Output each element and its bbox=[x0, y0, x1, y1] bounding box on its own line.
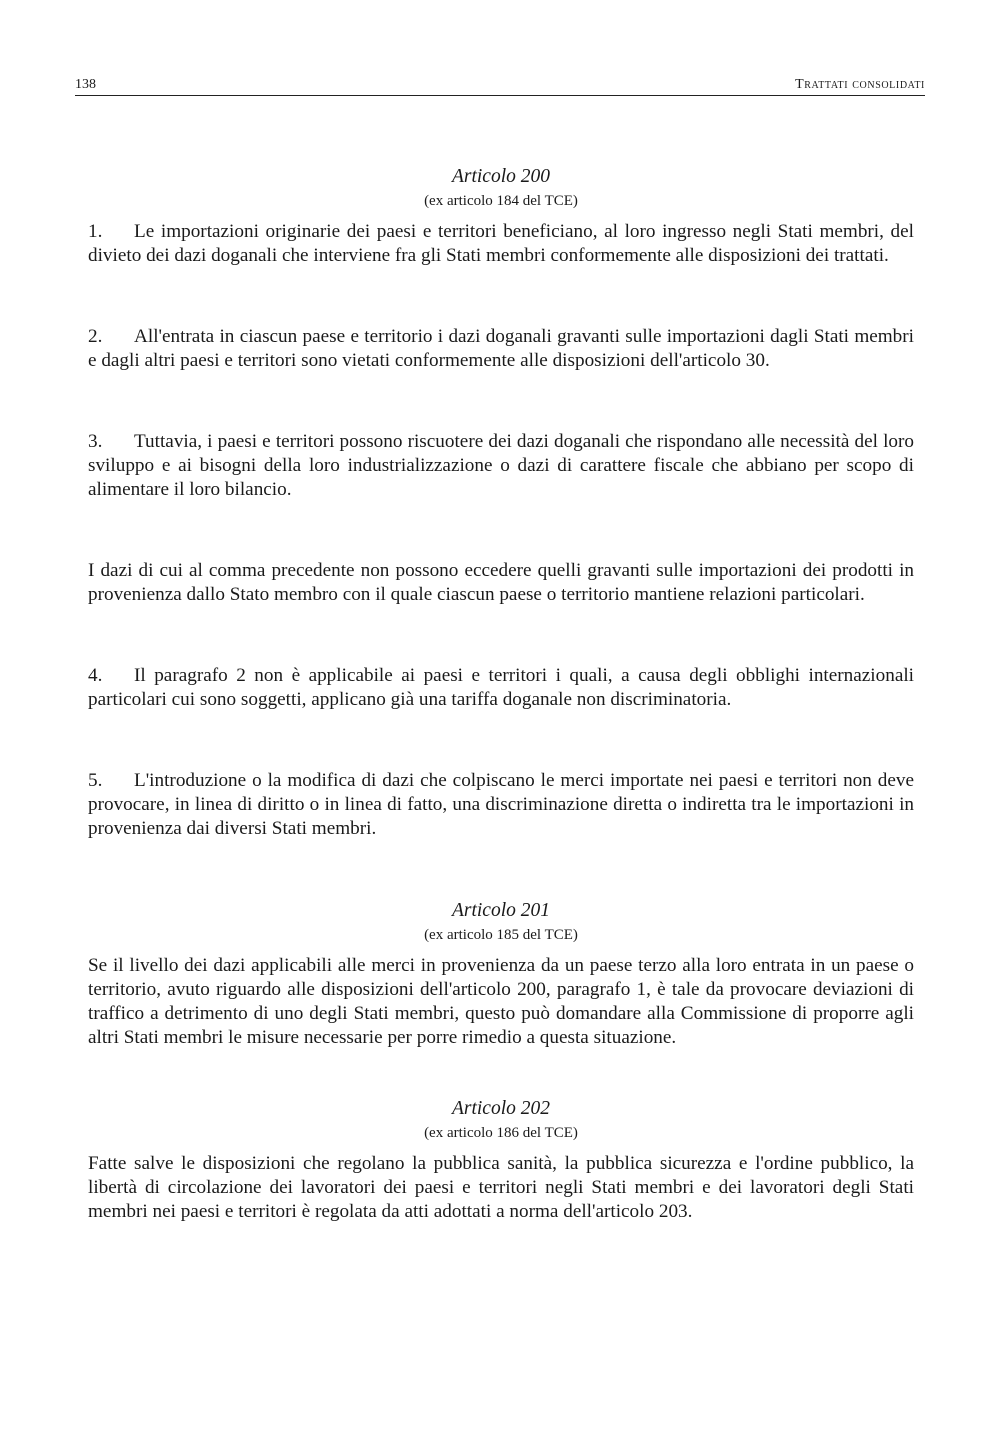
paragraph-text: Fatte salve le disposizioni che regolano la pubblica sanità, la pubblica sicurezza e l'ordine pubblico, la libertà di circolazione dei lavoratori dei paesi e territori negli Stati membri e dei lavoratori degli Stati membri nei paesi e territori è regolata da atti adottati a norma dell'articolo 203. bbox=[88, 1153, 914, 1222]
paragraph-number: 1. bbox=[88, 221, 103, 242]
paragraph-number: 3. bbox=[88, 431, 103, 452]
paragraph-3-subparagraph bbox=[88, 559, 914, 607]
article-title: Articolo 200 bbox=[451, 166, 551, 187]
article-201 bbox=[88, 899, 914, 1050]
paragraph-number: 5. bbox=[88, 770, 103, 791]
article-subtitle: (ex articolo 184 del TCE) bbox=[424, 193, 578, 209]
article-title: Articolo 201 bbox=[451, 900, 551, 921]
paragraph-text: Tuttavia, i paesi e territori possono riscuotere dei dazi doganali che rispondano alle necessità del loro sviluppo e ai bisogni della loro industrializzazione o dazi di carattere fiscale che abbiano per scopo di alimentare il loro bilancio. bbox=[88, 431, 914, 500]
paragraph-text: Le importazioni originarie dei paesi e territori beneficiano, al loro ingresso negli Stati membri, del divieto dei dazi doganali che interviene fra gli Stati membri conformemente alle disposizioni dei trattati. bbox=[88, 221, 914, 266]
paragraph bbox=[88, 954, 914, 1050]
paragraph-2 bbox=[88, 325, 914, 373]
article-subtitle: (ex articolo 185 del TCE) bbox=[424, 927, 578, 943]
paragraph-5 bbox=[88, 769, 914, 841]
paragraph-1 bbox=[88, 220, 914, 268]
paragraph-number: 4. bbox=[88, 665, 103, 686]
paragraph-text: Il paragrafo 2 non è applicabile ai paesi e territori i quali, a causa degli obblighi internazionali particolari cui sono soggetti, applicano già una tariffa doganale non discriminatoria. bbox=[88, 665, 914, 710]
paragraph-4 bbox=[88, 664, 914, 712]
article-subtitle: (ex articolo 186 del TCE) bbox=[424, 1125, 578, 1141]
paragraph-text: L'introduzione o la modifica di dazi che colpiscano le merci importate nei paesi e territori non deve provocare, in linea di diritto o in linea di fatto, una discriminazione diretta o indiretta tra le importazioni in provenienza dai diversi Stati membri. bbox=[88, 770, 914, 839]
page-number: 138 bbox=[75, 77, 96, 92]
paragraph bbox=[88, 1152, 914, 1224]
paragraph-text: All'entrata in ciascun paese e territorio i dazi doganali gravanti sulle importazioni dagli Stati membri e dagli altri paesi e territori sono vietati conformemente alle disposizioni dell'articolo 30. bbox=[88, 326, 914, 371]
article-202 bbox=[88, 1097, 914, 1224]
paragraph-3 bbox=[88, 430, 914, 502]
article-title: Articolo 202 bbox=[451, 1098, 551, 1119]
running-title: Trattati consolidati bbox=[795, 77, 925, 92]
running-header bbox=[75, 75, 925, 96]
article-200 bbox=[88, 165, 914, 841]
page-content bbox=[88, 165, 914, 1224]
paragraph-number: 2. bbox=[88, 326, 103, 347]
paragraph-text: I dazi di cui al comma precedente non possono eccedere quelli gravanti sulle importazioni dei prodotti in provenienza dallo Stato membro con il quale ciascun paese o territorio mantiene relazioni particolari. bbox=[88, 560, 914, 605]
paragraph-text: Se il livello dei dazi applicabili alle merci in provenienza da un paese terzo alla loro entrata in un paese o territorio, avuto riguardo alle disposizioni dell'articolo 200, paragrafo 1, è tale da provocare deviazioni di traffico a detrimento di uno degli Stati membri, questo può domandare alla Commissione di proporre agli altri Stati membri le misure necessarie per porre rimedio a questa situazione. bbox=[88, 955, 914, 1048]
